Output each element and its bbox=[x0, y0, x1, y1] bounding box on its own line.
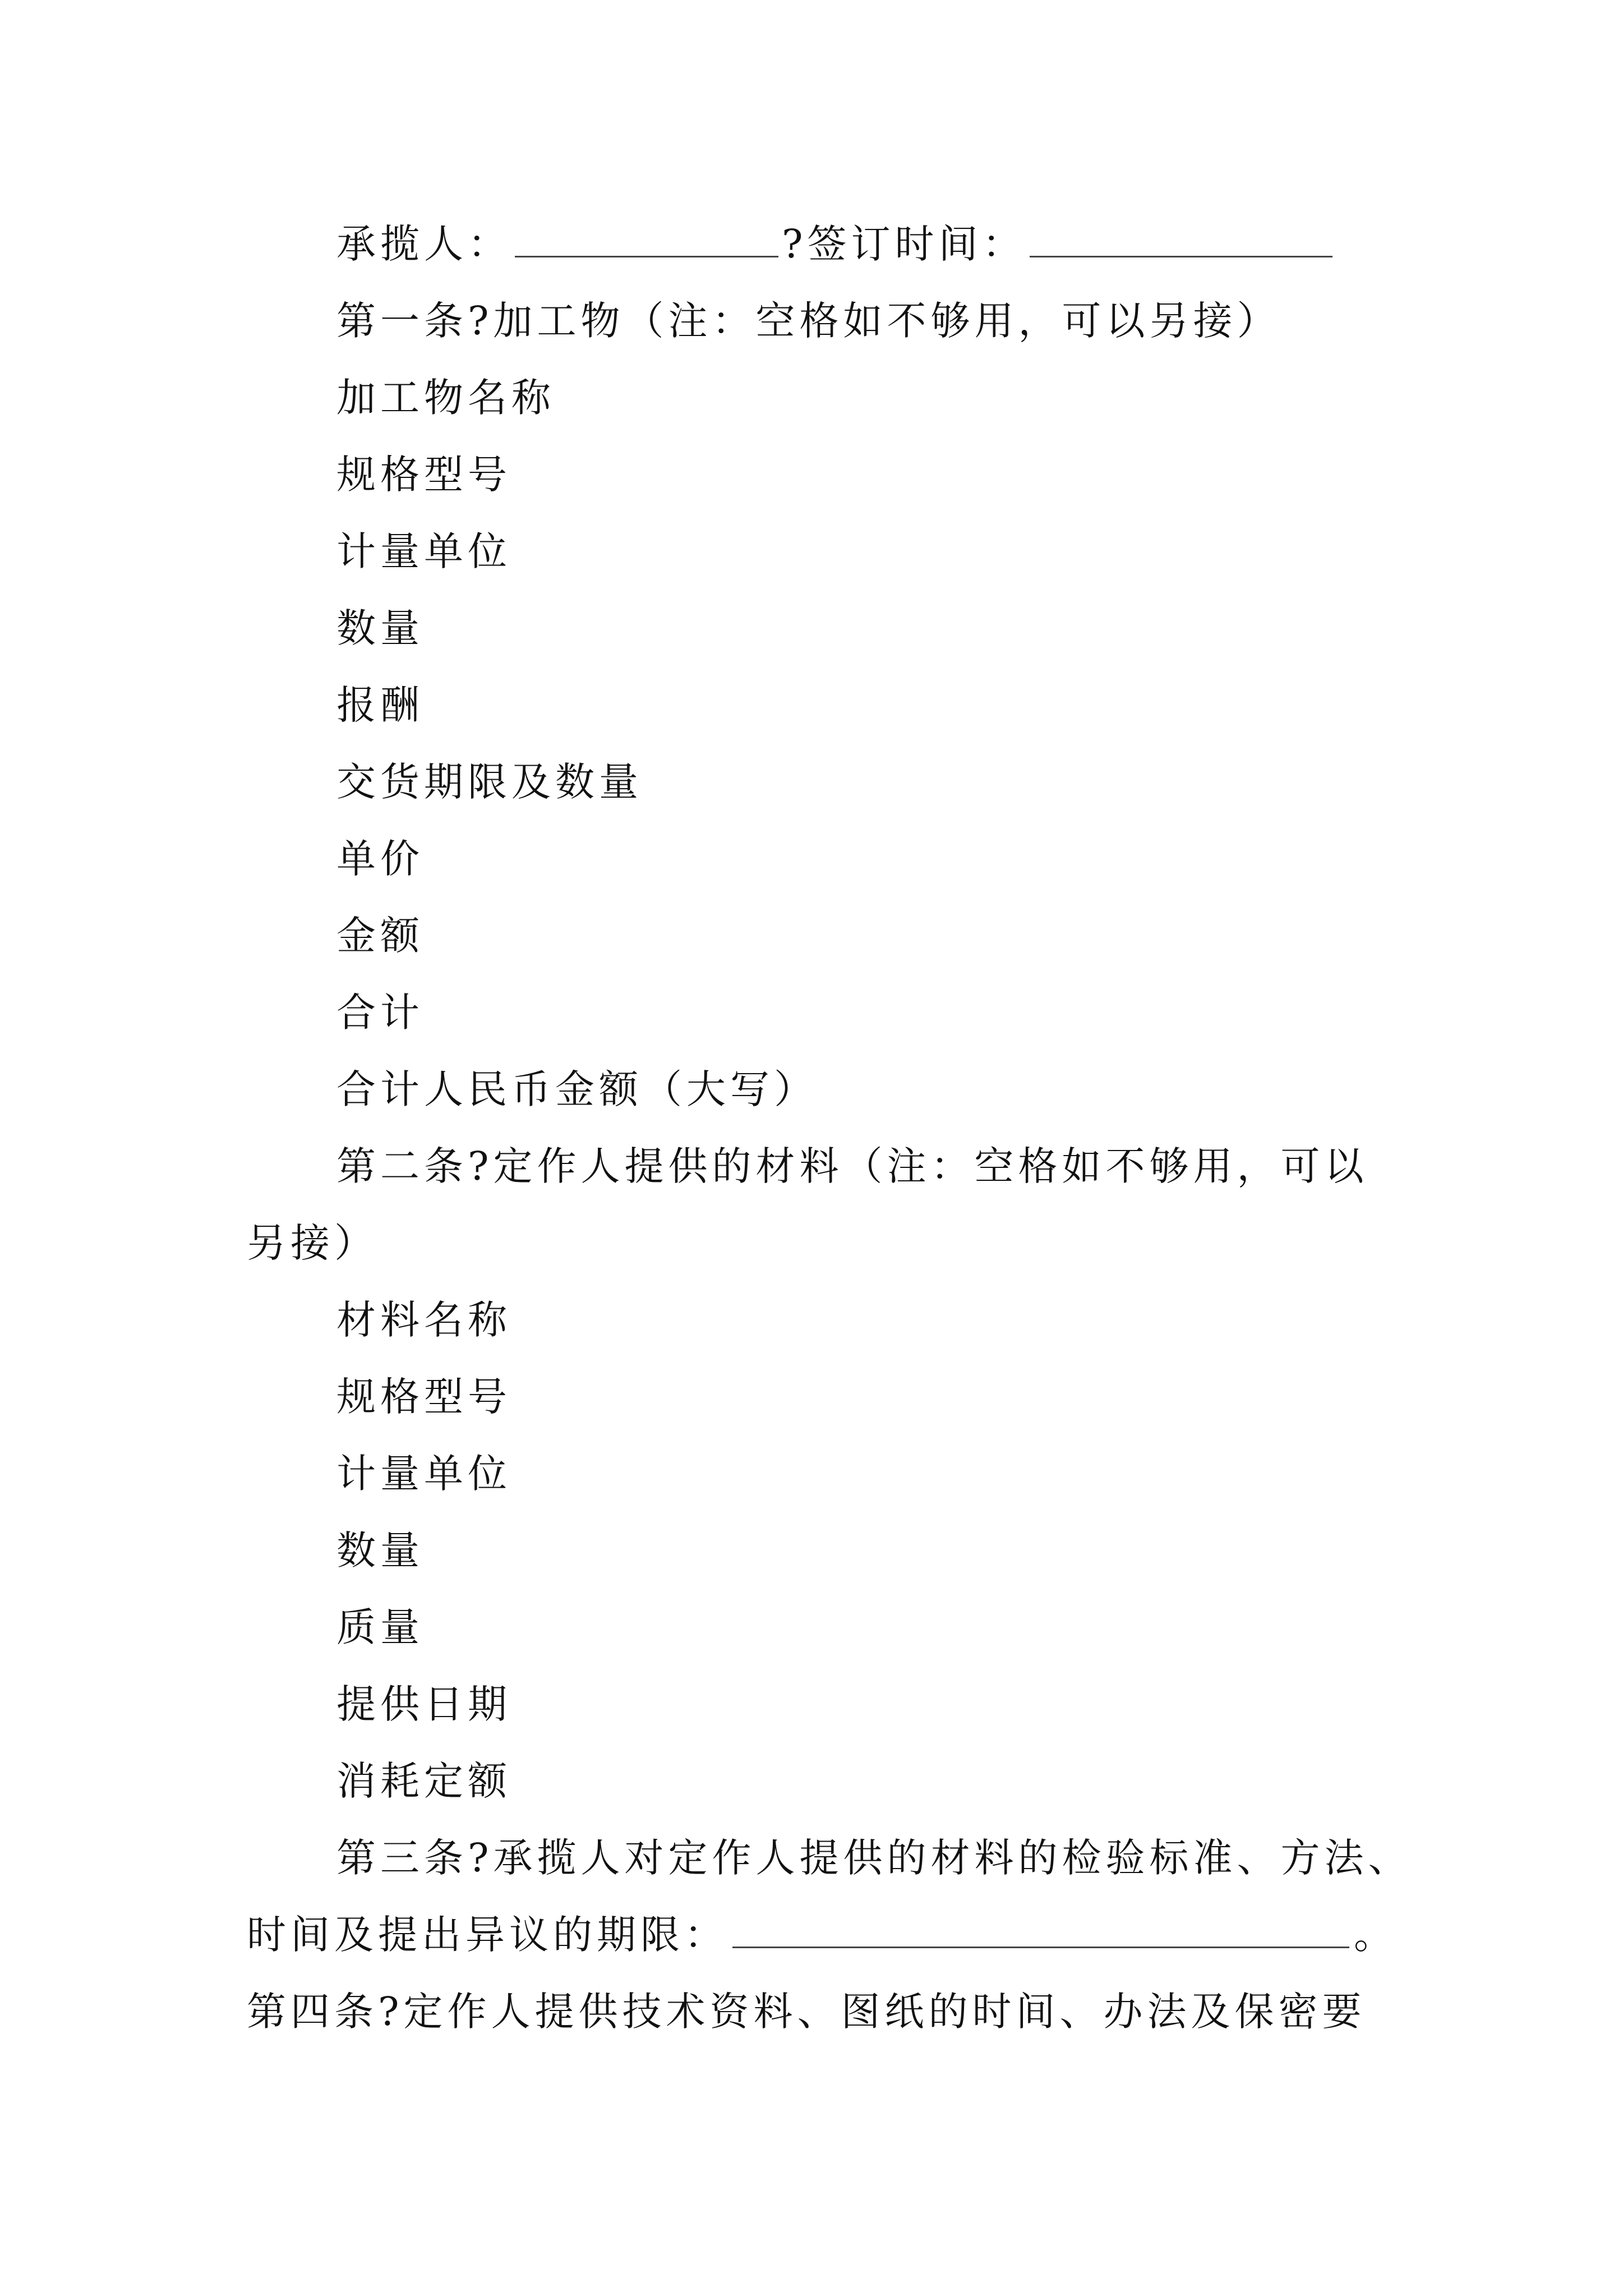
article2-title-line1: 第二条?定作人提供的材料（注：空格如不够用，可以 bbox=[336, 1143, 1368, 1189]
article1-field-unit: 计量单位 bbox=[336, 528, 511, 574]
sign-time-blank[interactable] bbox=[1030, 223, 1332, 257]
article1-field-remuneration: 报酬 bbox=[336, 682, 424, 728]
article1-field-name: 加工物名称 bbox=[336, 375, 555, 421]
contractor-label: 承揽人： bbox=[336, 221, 511, 267]
article2-field-quantity: 数量 bbox=[336, 1527, 424, 1573]
article1-field-quantity: 数量 bbox=[336, 605, 424, 651]
article3-blank[interactable] bbox=[732, 1914, 1349, 1948]
article2-field-spec: 规格型号 bbox=[336, 1374, 511, 1420]
article1-field-amount: 金额 bbox=[336, 913, 424, 959]
article3-line2-prefix: 时间及提出异议的期限： bbox=[247, 1912, 728, 1958]
article2-field-consumption-quota: 消耗定额 bbox=[336, 1758, 511, 1804]
contractor-blank[interactable] bbox=[515, 223, 778, 257]
article1-field-unit-price: 单价 bbox=[336, 836, 424, 882]
article3-line2 bbox=[247, 1910, 1398, 1960]
article3-line1: 第三条?承揽人对定作人提供的材料的检验标准、方法、 bbox=[336, 1835, 1412, 1881]
article1-field-spec: 规格型号 bbox=[336, 452, 511, 498]
article1-field-delivery: 交货期限及数量 bbox=[336, 759, 643, 805]
article2-title-line2: 另接） bbox=[247, 1220, 378, 1266]
article3-line2-suffix: 。 bbox=[1354, 1912, 1398, 1958]
article2-field-unit: 计量单位 bbox=[336, 1451, 511, 1497]
article2-field-material-name: 材料名称 bbox=[336, 1297, 511, 1343]
article1-title: 第一条?加工物（注：空格如不够用，可以另接） bbox=[336, 298, 1281, 344]
sign-time-label: ?签订时间： bbox=[782, 221, 1026, 267]
article1-field-total: 合计 bbox=[336, 990, 424, 1036]
article4-line1: 第四条?定作人提供技术资料、图纸的时间、办法及保密要 bbox=[247, 1989, 1366, 2035]
article2-field-quality: 质量 bbox=[336, 1604, 424, 1650]
article2-field-supply-date: 提供日期 bbox=[336, 1681, 511, 1727]
header-line bbox=[336, 219, 1336, 269]
article1-field-total-rmb: 合计人民币金额（大写） bbox=[336, 1066, 818, 1112]
